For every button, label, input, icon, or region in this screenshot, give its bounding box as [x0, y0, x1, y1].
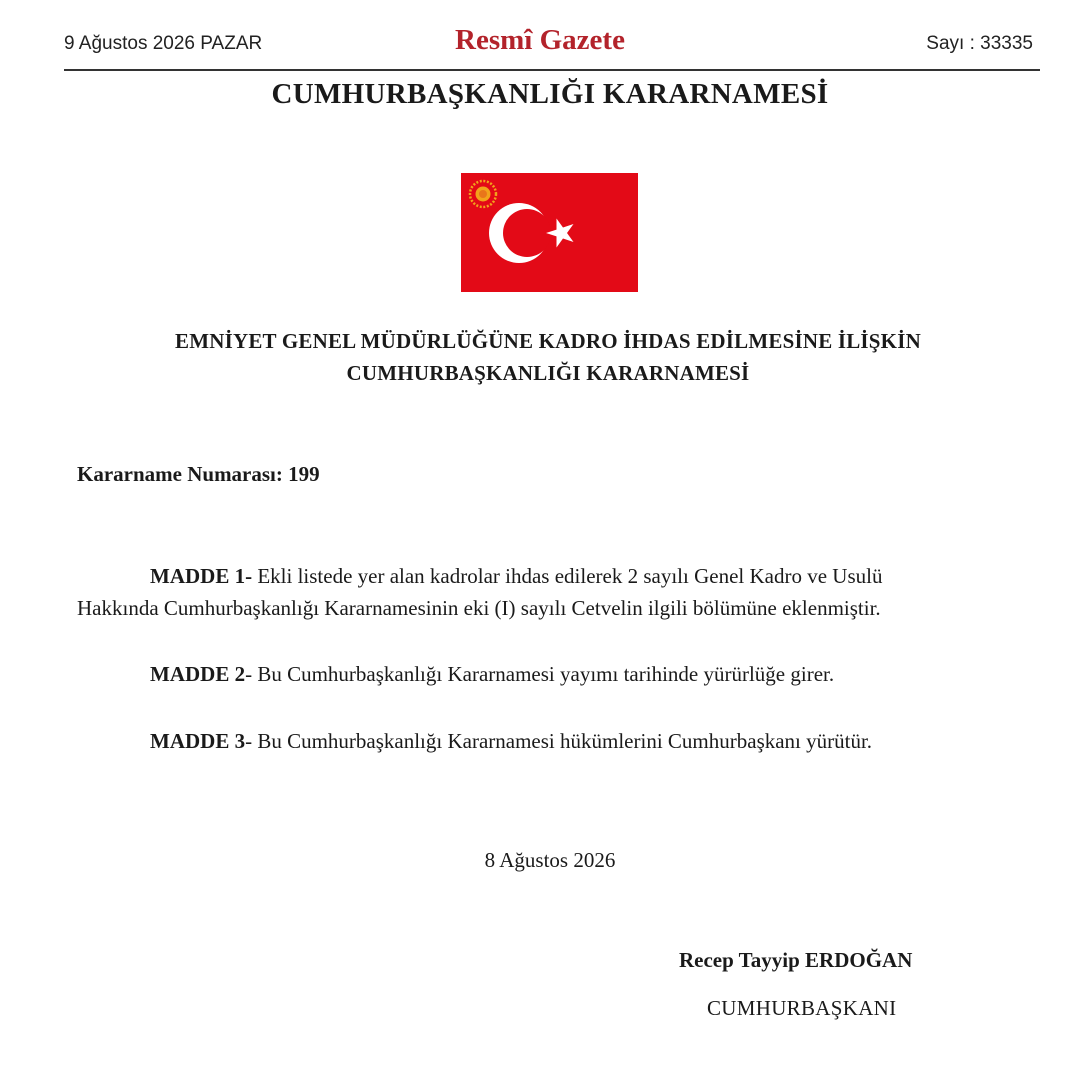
gazette-issue-number: Sayı : 33335	[926, 33, 1033, 54]
decree-title-line-2: CUMHURBAŞKANLIĞI KARARNAMESİ	[346, 361, 750, 385]
turkish-flag-icon	[461, 173, 638, 292]
signature-date: 8 Ağustos 2026	[484, 848, 616, 872]
article-2-text: - Bu Cumhurbaşkanlığı Kararnamesi yayımı tarihinde yürürlüğe girer.	[245, 662, 835, 686]
gazette-date: 9 Ağustos 2026 PAZAR	[64, 33, 263, 54]
article-3	[150, 725, 872, 757]
decree-title-line-1: EMNİYET GENEL MÜDÜRLÜĞÜNE KADRO İHDAS EDİLMESİNE İLİŞKİN	[175, 329, 921, 353]
article-3-text: - Bu Cumhurbaşkanlığı Kararnamesi hükümlerini Cumhurbaşkanı yürütür.	[245, 729, 873, 753]
article-1-line-1	[77, 560, 1037, 592]
decree-title	[0, 325, 1080, 389]
document-type-heading: CUMHURBAŞKANLIĞI KARARNAMESİ	[271, 78, 829, 110]
article-1-text-1: Ekli listede yer alan kadrolar ihdas edilerek 2 sayılı Genel Kadro ve Usulü	[252, 564, 883, 588]
article-2	[150, 658, 834, 690]
signer-name: Recep Tayyip ERDOĞAN	[679, 948, 913, 972]
gazette-title: Resmî Gazete	[455, 24, 625, 56]
article-1-line-2: Hakkında Cumhurbaşkanlığı Kararnamesinin eki (I) sayılı Cetvelin ilgili bölümüne eklenmiştir.	[77, 596, 881, 620]
article-1	[77, 560, 1037, 624]
article-2-label: MADDE 2	[150, 662, 246, 686]
article-3-label: MADDE 3	[150, 729, 246, 753]
decree-number: Kararname Numarası: 199	[77, 462, 320, 486]
signer-title: CUMHURBAŞKANI	[707, 996, 897, 1020]
header-divider	[64, 69, 1040, 71]
article-1-label: MADDE 1-	[150, 564, 253, 588]
